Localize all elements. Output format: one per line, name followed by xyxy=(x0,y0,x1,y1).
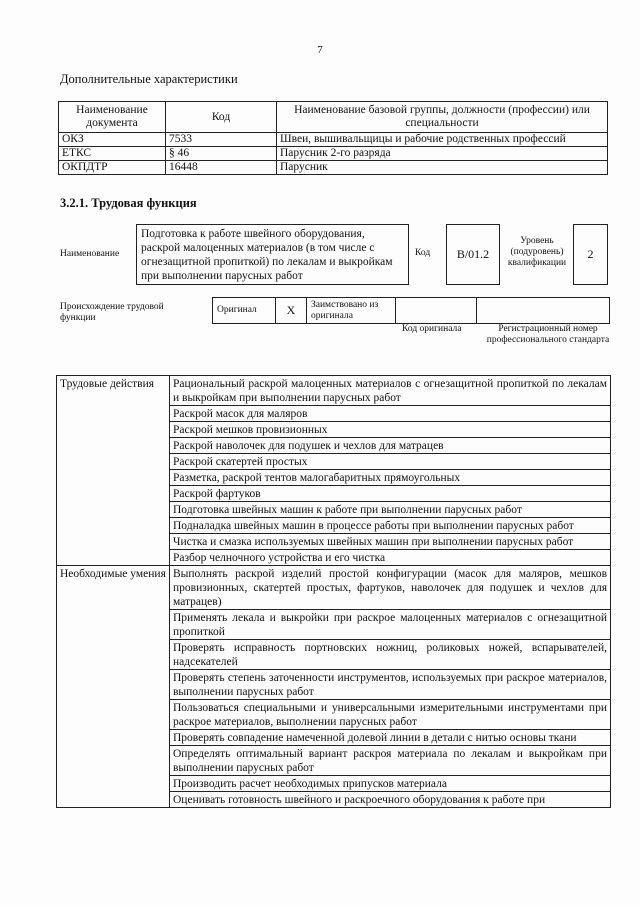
table-header-row xyxy=(59,102,608,133)
origin-label: Происхождение трудовой функции xyxy=(60,302,164,323)
function-name-box: Подготовка к работе швейного оборудования, раскрой малоценных материалов (в том числе с огнезащитной пропиткой) по лекалам и выкройкам при выполнении парусных работ xyxy=(136,224,409,285)
labor-action-item: Рациональный раскрой малоценных материалов с огнезащитной пропиткой по лекалам и выкройкам при выполнении парусных работ xyxy=(170,376,611,406)
skill-item: Оценивать готовность швейного и раскроечного оборудования к работе при xyxy=(170,792,611,808)
cell-doc: ОКЗ xyxy=(59,133,166,147)
header-code: Код xyxy=(166,102,277,133)
header-group-name: Наименование базовой группы, должности (профессии) или специальности xyxy=(277,102,608,133)
reg-number-caption: Регистрационный номер профессионального стандарта xyxy=(486,324,610,345)
skill-item: Применять лекала и выкройки при раскрое малоценных материалов с огнезащитной пропиткой xyxy=(170,610,611,640)
function-code-box: В/01.2 xyxy=(446,224,500,285)
skill-item: Проверять совпадение намеченной долевой линии в детали с нитью основы ткани xyxy=(170,730,611,746)
code-label: Код xyxy=(415,248,431,258)
borrowed-cell: Заимствовано из оригинала xyxy=(307,298,396,324)
cell-name: Швеи, вышивальщицы и рабочие родственных профессий xyxy=(277,133,608,147)
page-number: 7 xyxy=(317,44,323,56)
origin-table xyxy=(212,297,610,324)
labor-action-item: Раскрой фартуков xyxy=(170,486,611,502)
cell-name: Парусник 2-го разряда xyxy=(277,147,608,161)
header-doc-name: Наименование документа xyxy=(59,102,166,133)
cell-name: Парусник xyxy=(277,161,608,175)
table-row xyxy=(59,161,608,175)
level-label: Уровень (подуровень) квалификации xyxy=(507,236,567,268)
labor-actions-skills-table xyxy=(56,375,611,808)
labor-action-item: Раскрой масок для маляров xyxy=(170,406,611,422)
table-row xyxy=(57,376,611,406)
original-code-caption: Код оригинала xyxy=(402,324,462,334)
labor-action-item: Раскрой мешков провизионных xyxy=(170,422,611,438)
table-row xyxy=(59,147,608,161)
labor-action-item: Разбор челночного устройства и его чистка xyxy=(170,550,611,566)
cell-code: 16448 xyxy=(166,161,277,175)
skill-item: Пользоваться специальными и универсальными измерительными инструментами при раскрое материалов, выполнении парусных работ xyxy=(170,700,611,730)
cell-code: 7533 xyxy=(166,133,277,147)
labor-actions-label: Трудовые действия xyxy=(57,376,170,566)
labor-action-item: Подналадка швейных машин в процессе работы при выполнении парусных работ xyxy=(170,518,611,534)
cell-code: § 46 xyxy=(166,147,277,161)
reg-number-cell xyxy=(477,298,610,324)
qualification-level-box: 2 xyxy=(573,224,608,285)
labor-action-item: Чистка и смазка используемых швейных машин при выполнении парусных работ xyxy=(170,534,611,550)
labor-action-item: Раскрой скатертей простых xyxy=(170,454,611,470)
skill-item: Проверять исправность портновских ножниц, роликовых ножей, вспарывателей, надсекателей xyxy=(170,640,611,670)
skill-item: Выполнять раскрой изделий простой конфигурации (масок для маляров, мешков провизионных, скатертей простых, фартуков, наволочек для подушек и чехлов для матрацев) xyxy=(170,566,611,610)
original-cell: Оригинал xyxy=(213,298,276,324)
cell-doc: ЕТКС xyxy=(59,147,166,161)
table-row xyxy=(59,133,608,147)
characteristics-table xyxy=(58,101,608,175)
labor-action-item: Раскрой наволочек для подушек и чехлов для матрацев xyxy=(170,438,611,454)
table-row xyxy=(57,566,611,610)
section-title: Дополнительные характеристики xyxy=(60,72,238,86)
required-skills-label: Необходимые умения xyxy=(57,566,170,808)
original-code-cell xyxy=(396,298,477,324)
labor-action-item: Разметка, раскрой тентов малогабаритных прямоугольных xyxy=(170,470,611,486)
skill-item: Определять оптимальный вариант раскроя материала по лекалам и выкройкам при выполнении парусных работ xyxy=(170,746,611,776)
cell-doc: ОКПДТР xyxy=(59,161,166,175)
labor-action-item: Подготовка швейных машин к работе при выполнении парусных работ xyxy=(170,502,611,518)
name-label: Наименование xyxy=(60,249,120,259)
skill-item: Производить расчет необходимых припусков материала xyxy=(170,776,611,792)
labor-function-title: 3.2.1. Трудовая функция xyxy=(60,196,197,210)
original-mark: X xyxy=(276,298,307,324)
skill-item: Проверять степень заточенности инструментов, используемых при раскрое материалов, выполнении парусных работ xyxy=(170,670,611,700)
